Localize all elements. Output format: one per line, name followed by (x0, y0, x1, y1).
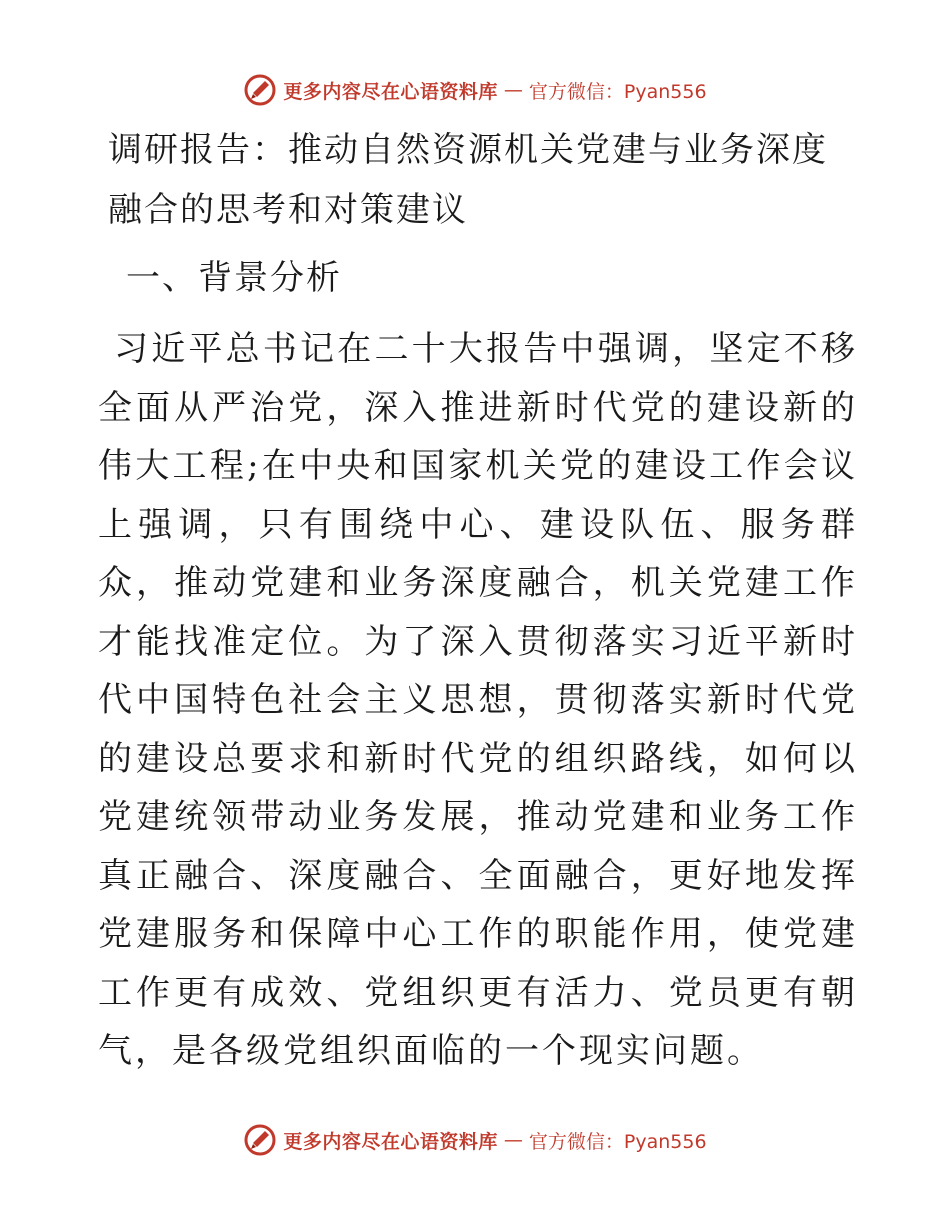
watermark-dash: — (503, 1129, 523, 1151)
document-title: 调研报告：推动自然资源机关党建与业务深度融合的思考和对策建议 (108, 130, 828, 230)
watermark-account: 官方微信：Pyan556 (528, 1130, 707, 1153)
watermark-text: 更多内容尽在心语资料库 (283, 1130, 498, 1153)
watermark-footer (0, 1120, 950, 1160)
watermark-dash: — (503, 79, 523, 101)
document-body (98, 120, 858, 1081)
watermark-text: 更多内容尽在心语资料库 (283, 80, 498, 103)
watermark-account: 官方微信：Pyan556 (528, 80, 707, 103)
body-paragraph: 习近平总书记在二十大报告中强调，坚定不移全面从严治党，深入推进新时代党的建设新的伟大工程;在中央和国家机关党的建设工作会议上强调，只有围绕中心、建设队伍、服务群众，推动党建和业务深度融合，机关党建工作才能找准定位。为了深入贯彻落实习近平新时代中国特色社会主义思想，贯彻落实新时代党的建设总要求和新时代党的组织路线，如何以党建统领带动业务发展，推动党建和业务工作真正融合、深度融合、全面融合，更好地发挥党建服务和保障中心工作的职能作用，使党建工作更有成效、党组织更有活力、党员更有朝气，是各级党组织面临的一个现实问题。 (98, 329, 858, 1071)
watermark-header (0, 70, 950, 110)
logo-icon (243, 1123, 277, 1157)
logo-icon (243, 73, 277, 107)
section-heading: 一、背景分析 (126, 258, 342, 298)
